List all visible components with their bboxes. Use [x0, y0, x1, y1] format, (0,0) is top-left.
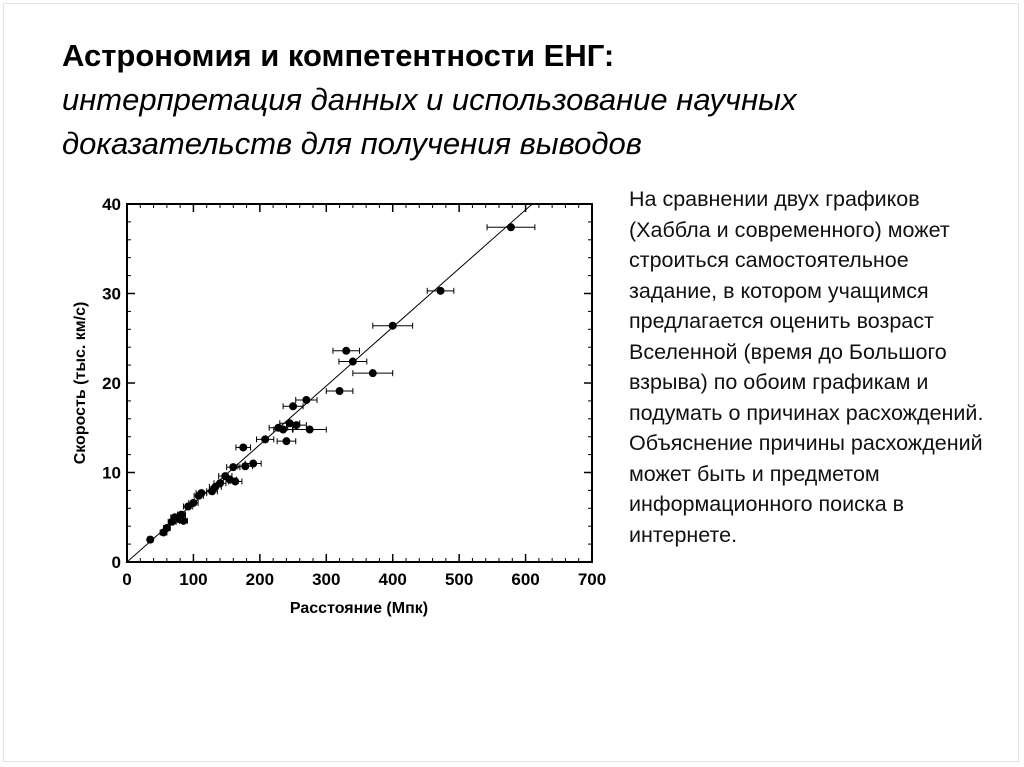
data-point	[339, 358, 367, 366]
point-marker	[216, 479, 224, 487]
point-marker	[229, 463, 237, 471]
point-marker	[261, 435, 269, 443]
point-marker	[302, 396, 310, 404]
point-marker	[349, 358, 357, 366]
point-marker	[146, 536, 154, 544]
data-point	[163, 524, 171, 532]
plot-frame	[127, 204, 592, 562]
data-point	[333, 347, 360, 355]
x-tick-label: 0	[122, 570, 132, 589]
point-marker	[163, 524, 171, 532]
point-marker	[282, 437, 290, 445]
y-tick-label: 40	[102, 195, 121, 214]
data-point	[373, 322, 413, 330]
point-marker	[231, 477, 239, 485]
point-marker	[289, 402, 297, 410]
point-marker	[369, 369, 377, 377]
data-point	[257, 435, 274, 443]
slide-title: Астрономия и компетентности ЕНГ:	[62, 38, 615, 73]
x-axis-label: Расстояние (Мпк)	[289, 600, 429, 617]
x-axis-ticks	[122, 204, 606, 589]
x-tick-label: 400	[378, 570, 407, 589]
data-point	[353, 369, 393, 377]
data-point	[146, 536, 154, 544]
point-marker	[507, 223, 515, 231]
y-tick-label: 0	[111, 553, 121, 572]
slide-subtitle-line-2: доказательств для получения выводов	[62, 126, 642, 161]
point-marker	[179, 517, 187, 525]
point-marker	[306, 426, 314, 434]
point-marker	[249, 460, 257, 468]
point-marker	[336, 387, 344, 395]
slide-subtitle-line-1: интерпретация данных и использование научных	[62, 82, 797, 117]
data-point	[277, 437, 296, 445]
y-tick-label: 10	[102, 463, 121, 483]
point-marker	[279, 426, 287, 434]
x-tick-label: 500	[444, 570, 474, 589]
x-tick-label: 100	[179, 570, 208, 589]
data-point	[236, 443, 251, 451]
point-marker	[197, 489, 205, 497]
point-marker	[389, 322, 397, 330]
data-point	[487, 223, 535, 231]
data-point	[326, 387, 353, 395]
x-tick-label: 300	[312, 570, 341, 589]
x-tick-label: 700	[577, 570, 607, 589]
point-marker	[437, 287, 445, 295]
point-marker	[189, 499, 197, 507]
x-tick-label: 600	[511, 570, 540, 589]
point-marker	[292, 421, 300, 429]
y-axis-label: Скорость (тыс. км/с)	[72, 301, 89, 465]
point-marker	[342, 347, 350, 355]
data-points-layer	[146, 223, 535, 543]
x-tick-label: 200	[245, 570, 275, 589]
data-point	[179, 517, 187, 525]
y-tick-label: 20	[102, 374, 121, 393]
slide-description: На сравнении двух графиков (Хаббла и современного) может строиться самостоятельное задание, в котором учащимся предлагается оценить возраст Вселенной (время до Большого взрыва) по обоим графикам и подумать о причинах расхождений. Объяснение причины расхождений может быть и предметом информационного поиска в интернете.	[629, 187, 984, 547]
point-marker	[239, 443, 247, 451]
y-tick-label: 30	[102, 284, 121, 304]
